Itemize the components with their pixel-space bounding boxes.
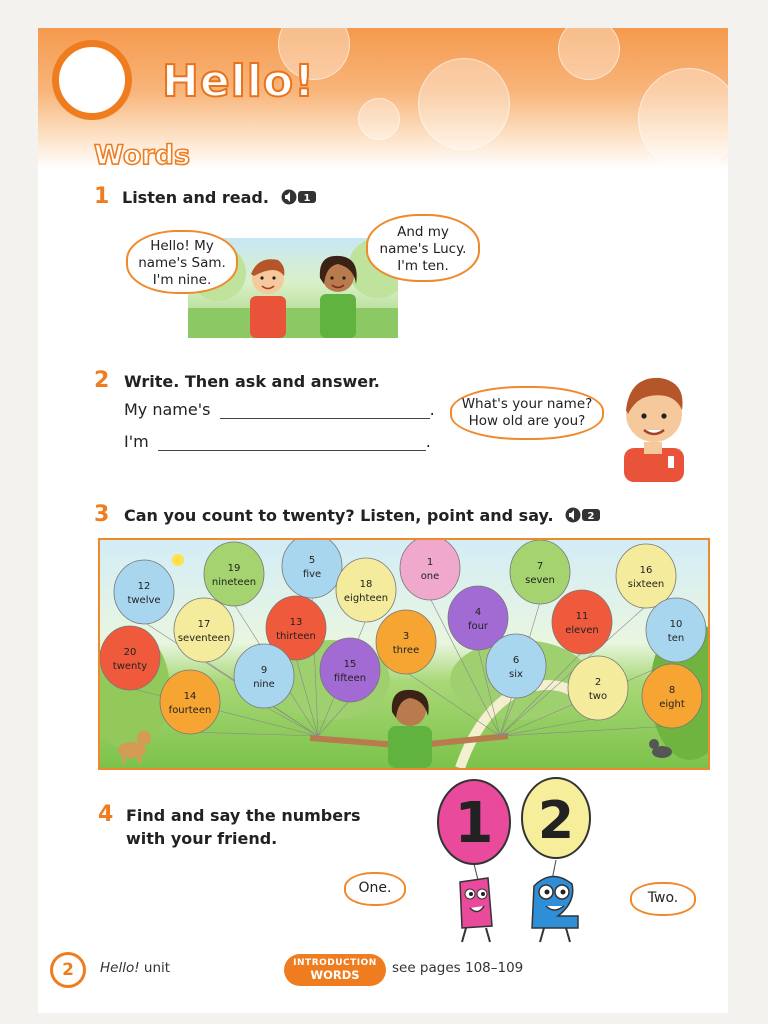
balloon-word: ten <box>667 633 685 644</box>
unit-name: Hello! <box>100 960 140 976</box>
speech-line: What's your name? <box>461 396 593 412</box>
exercise-number: 2 <box>94 368 110 393</box>
balloon-word: nineteen <box>211 577 257 588</box>
exercise-instruction <box>122 188 317 209</box>
balloon-shape <box>234 644 294 708</box>
balloon-shape <box>646 598 706 662</box>
balloon-park-picture <box>98 538 710 770</box>
balloon-shape <box>160 670 220 734</box>
decorative-bubble <box>358 98 400 140</box>
balloon-numeral: 8 <box>668 685 676 696</box>
svg-text:1: 1 <box>303 192 311 204</box>
balloon-numeral: 1 <box>426 557 434 568</box>
balloon-numeral: 18 <box>359 579 373 590</box>
balloon-numeral: 10 <box>669 619 683 630</box>
unit-suffix: unit <box>139 960 171 976</box>
balloon-numeral: 20 <box>123 647 137 658</box>
balloon-word: five <box>302 569 322 580</box>
balloon-word: twelve <box>127 595 161 606</box>
lucy-speech-bubble <box>366 214 480 282</box>
page-title: Hello! <box>162 56 316 107</box>
see-pages-reference: see pages 108–109 <box>392 960 524 976</box>
balloon-word: four <box>467 621 489 632</box>
big-number-two: 2 <box>537 791 575 851</box>
balloon-shape <box>336 558 396 622</box>
balloon-word: twenty <box>112 661 148 672</box>
balloon-shape <box>320 638 380 702</box>
balloon-word: two <box>588 691 608 702</box>
balloon-shape <box>642 664 702 728</box>
balloon-six <box>486 634 546 736</box>
balloon-shape <box>204 542 264 606</box>
boy-speech-bubble <box>450 386 604 440</box>
decorative-bubble <box>638 68 728 170</box>
instruction-line: with your friend. <box>126 829 278 848</box>
balloon-numeral: 19 <box>227 563 241 574</box>
audio-track-icon[interactable] <box>281 189 317 209</box>
unit-label <box>100 960 170 976</box>
balloon-numeral: 14 <box>183 691 197 702</box>
balloon-shape <box>400 540 460 600</box>
instruction-text: Listen and read. <box>122 188 269 207</box>
number-characters-picture <box>432 776 612 946</box>
balloon-numeral: 13 <box>289 617 303 628</box>
balloon-word: three <box>392 645 420 656</box>
speech-line: One. <box>358 880 392 896</box>
balloon-shape <box>616 544 676 608</box>
balloon-word: fourteen <box>168 705 212 716</box>
balloon-shape <box>568 656 628 720</box>
decorative-bubble <box>558 28 620 80</box>
speech-line: Hello! My <box>150 238 214 254</box>
balloon-string <box>190 732 318 736</box>
balloon-numeral: 17 <box>197 619 211 630</box>
balloon-word: nine <box>253 679 275 690</box>
pill-bottom-label: WORDS <box>310 968 360 982</box>
balloon-word: eighteen <box>343 593 389 604</box>
exercise-instruction: Write. Then ask and answer. <box>124 372 380 391</box>
balloon-fifteen <box>318 638 380 736</box>
section-heading: Words <box>94 140 191 171</box>
balloon-numeral: 12 <box>137 581 151 592</box>
boy-picture <box>610 362 694 482</box>
speech-line: Two. <box>647 890 679 906</box>
exercise-instruction <box>126 804 361 850</box>
balloon-numeral: 7 <box>536 561 544 572</box>
speech-line: And my <box>397 224 449 240</box>
balloon-numeral: 2 <box>594 677 602 688</box>
balloon-word: eight <box>659 699 685 710</box>
balloon-word: sixteen <box>627 579 665 590</box>
speech-line: How old are you? <box>468 413 586 429</box>
balloon-word: eleven <box>565 625 599 636</box>
speech-line: I'm nine. <box>152 272 212 288</box>
balloon-shape <box>510 540 570 604</box>
page-number: 2 <box>50 952 86 988</box>
balloon-numeral: 11 <box>575 611 589 622</box>
audio-track-icon[interactable] <box>565 507 601 527</box>
balloon-numeral: 15 <box>343 659 357 670</box>
write-line-age <box>124 432 431 451</box>
balloon-word: one <box>420 571 440 582</box>
balloon-numeral: 6 <box>512 655 520 666</box>
decorative-bubble <box>418 58 510 150</box>
balloon-shape <box>114 560 174 624</box>
write-prompt: My name's <box>124 400 211 419</box>
balloon-shape <box>486 634 546 698</box>
two-speech-bubble <box>630 882 696 916</box>
write-line-name <box>124 400 435 419</box>
sam-speech-bubble <box>126 230 238 294</box>
balloon-numeral: 5 <box>308 555 316 566</box>
section-pill <box>284 954 386 986</box>
balloon-word: seventeen <box>177 633 231 644</box>
speech-line: I'm ten. <box>397 258 449 274</box>
balloon-word: fifteen <box>333 673 367 684</box>
balloon-word: six <box>509 669 523 680</box>
big-number-one: 1 <box>454 791 494 856</box>
balloon-scene <box>100 540 708 768</box>
instruction-text: Can you count to twenty? Listen, point and say. <box>124 506 554 525</box>
balloon-numeral: 3 <box>402 631 410 642</box>
unit-circle <box>52 40 132 120</box>
svg-text:2: 2 <box>587 510 595 522</box>
write-prompt: I'm <box>124 432 149 451</box>
write-line-end: . <box>429 400 435 419</box>
balloon-shape <box>552 590 612 654</box>
speech-line: name's Sam. <box>138 255 226 271</box>
balloon-shape <box>174 598 234 662</box>
balloon-shape <box>100 626 160 690</box>
balloon-shape <box>376 610 436 674</box>
instruction-line: Find and say the numbers <box>126 806 361 825</box>
balloon-numeral: 16 <box>639 565 653 576</box>
speech-line: name's Lucy. <box>379 241 467 257</box>
one-speech-bubble <box>344 872 406 906</box>
exercise-instruction <box>124 506 601 527</box>
exercise-number: 1 <box>94 184 110 209</box>
exercise-number: 4 <box>98 802 114 827</box>
answer-blank[interactable] <box>220 402 430 419</box>
pill-top-label: INTRODUCTION <box>293 958 377 968</box>
answer-blank[interactable] <box>158 434 426 451</box>
exercise-number: 3 <box>94 502 110 527</box>
balloon-numeral: 9 <box>260 665 268 676</box>
textbook-page <box>38 28 728 1013</box>
balloon-numeral: 4 <box>474 607 482 618</box>
balloon-word: seven <box>525 575 555 586</box>
write-line-end: . <box>425 432 431 451</box>
balloon-word: thirteen <box>276 631 316 642</box>
